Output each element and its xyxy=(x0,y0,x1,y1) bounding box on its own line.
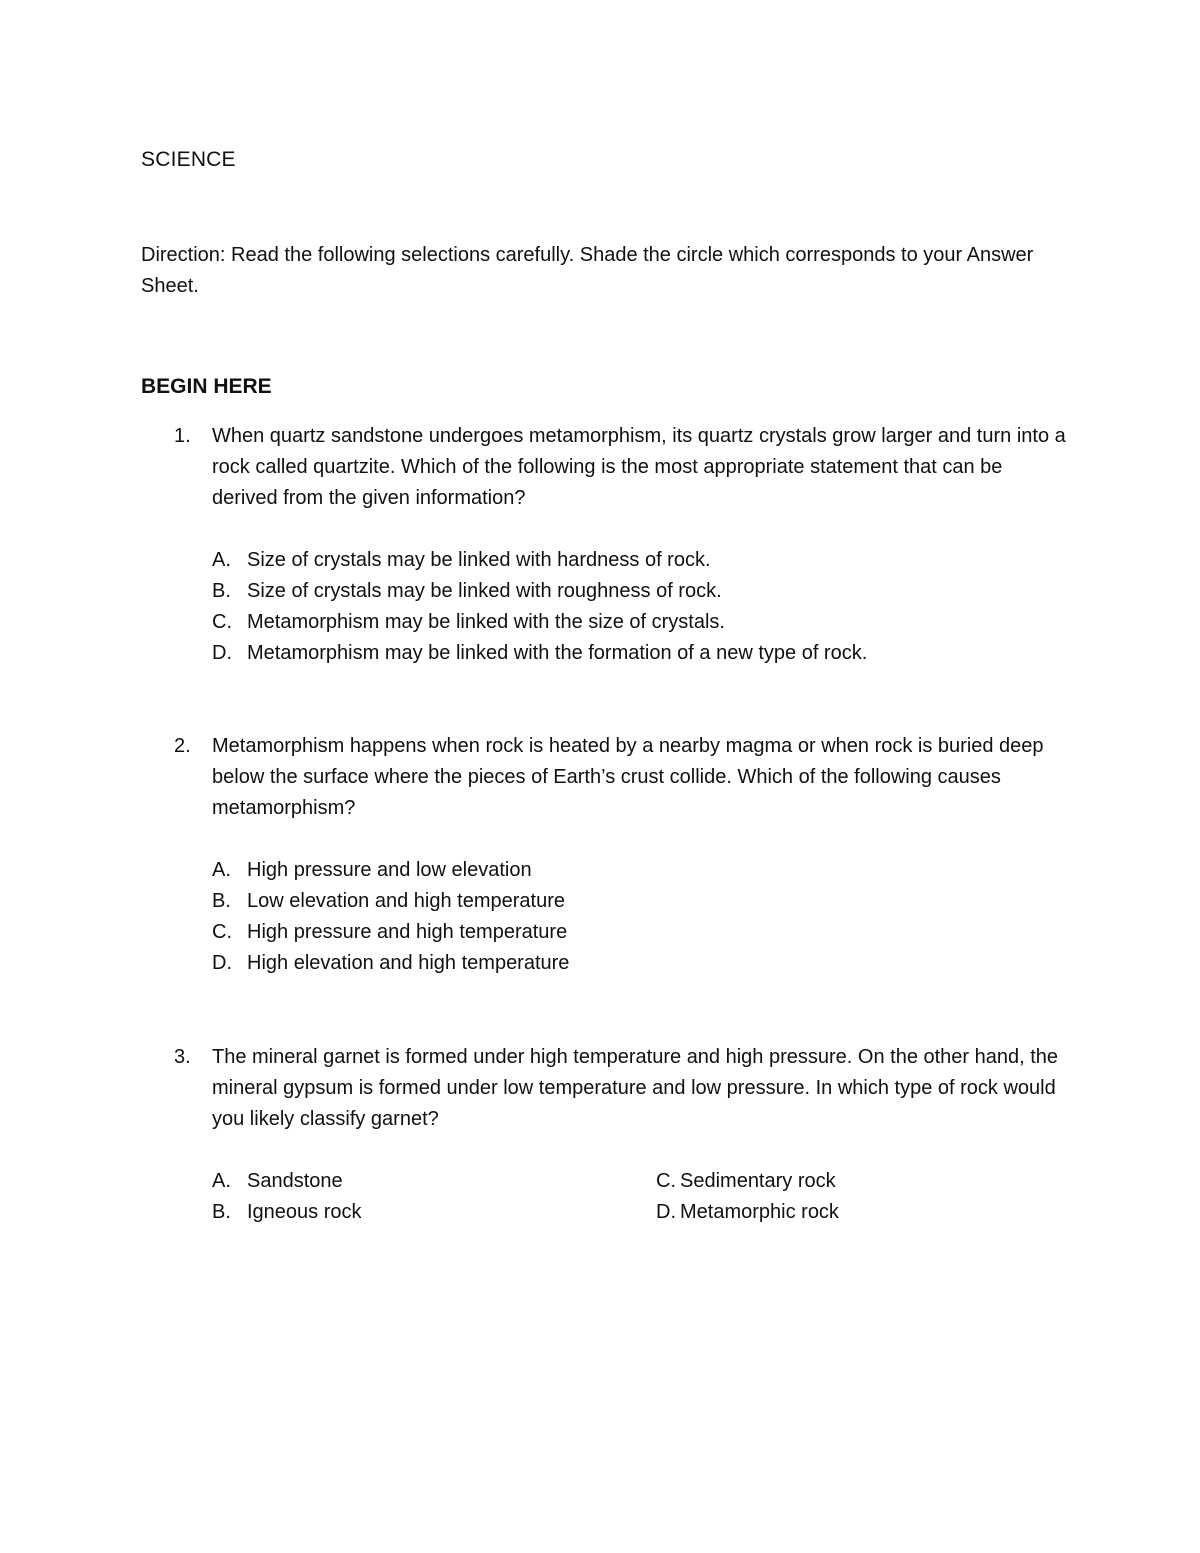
option-letter: C. xyxy=(212,611,232,633)
begin-heading: BEGIN HERE xyxy=(141,375,272,398)
option-c xyxy=(212,607,1074,638)
question-2 xyxy=(174,731,1074,979)
option-c xyxy=(656,1166,1076,1197)
option-letter: B. xyxy=(212,580,231,602)
option-text: Sandstone xyxy=(247,1170,343,1192)
question-1 xyxy=(174,421,1074,669)
option-text: High pressure and low elevation xyxy=(247,859,532,881)
option-b xyxy=(212,576,1074,607)
option-b xyxy=(212,886,1074,917)
option-letter: A. xyxy=(212,1170,231,1192)
option-letter: C. xyxy=(212,921,232,943)
option-text: Metamorphism may be linked with the size of crystals. xyxy=(247,611,725,633)
subject-title: SCIENCE xyxy=(141,148,236,171)
option-text: Igneous rock xyxy=(247,1201,362,1223)
option-a xyxy=(212,1166,632,1197)
option-list xyxy=(212,855,1074,979)
question-number: 2. xyxy=(174,735,191,757)
option-text: High elevation and high temperature xyxy=(247,952,570,974)
question-3 xyxy=(174,1042,1074,1228)
directions-text: Direction: Read the following selections carefully. Shade the circle which corresponds to your Answer Sheet. xyxy=(141,244,1034,297)
option-letter: D. xyxy=(212,642,232,664)
option-text: Metamorphism may be linked with the formation of a new type of rock. xyxy=(247,642,868,664)
option-text: Metamorphic rock xyxy=(680,1201,839,1223)
option-text: Size of crystals may be linked with roughness of rock. xyxy=(247,580,722,602)
option-text: Low elevation and high temperature xyxy=(247,890,565,912)
question-text: The mineral garnet is formed under high temperature and high pressure. On the other hand, the mineral gypsum is formed under low temperature and low pressure. In which type of rock would you likely classify garnet? xyxy=(212,1046,1059,1130)
option-d xyxy=(212,638,1074,669)
option-letter: C. xyxy=(656,1170,676,1192)
option-letter: D. xyxy=(212,952,232,974)
question-number: 1. xyxy=(174,425,191,447)
option-a xyxy=(212,545,1074,576)
question-number: 3. xyxy=(174,1046,191,1068)
question-text: When quartz sandstone undergoes metamorphism, its quartz crystals grow larger and turn into a rock called quartzite. Which of the following is the most appropriate statement that can be derived from the given information? xyxy=(212,425,1066,509)
option-letter: D. xyxy=(656,1201,676,1223)
option-a xyxy=(212,855,1074,886)
option-grid xyxy=(212,1166,1074,1228)
option-text: Sedimentary rock xyxy=(680,1170,836,1192)
question-text: Metamorphism happens when rock is heated by a nearby magma or when rock is buried deep below the surface where the pieces of Earth’s crust collide. Which of the following causes metamorphism? xyxy=(212,735,1044,819)
option-d xyxy=(656,1197,1076,1228)
option-list xyxy=(212,545,1074,669)
option-letter: A. xyxy=(212,859,231,881)
option-letter: B. xyxy=(212,1201,231,1223)
option-text: Size of crystals may be linked with hardness of rock. xyxy=(247,549,711,571)
option-b xyxy=(212,1197,632,1228)
option-letter: A. xyxy=(212,549,231,571)
option-d xyxy=(212,948,1074,979)
option-c xyxy=(212,917,1074,948)
option-text: High pressure and high temperature xyxy=(247,921,568,943)
option-letter: B. xyxy=(212,890,231,912)
